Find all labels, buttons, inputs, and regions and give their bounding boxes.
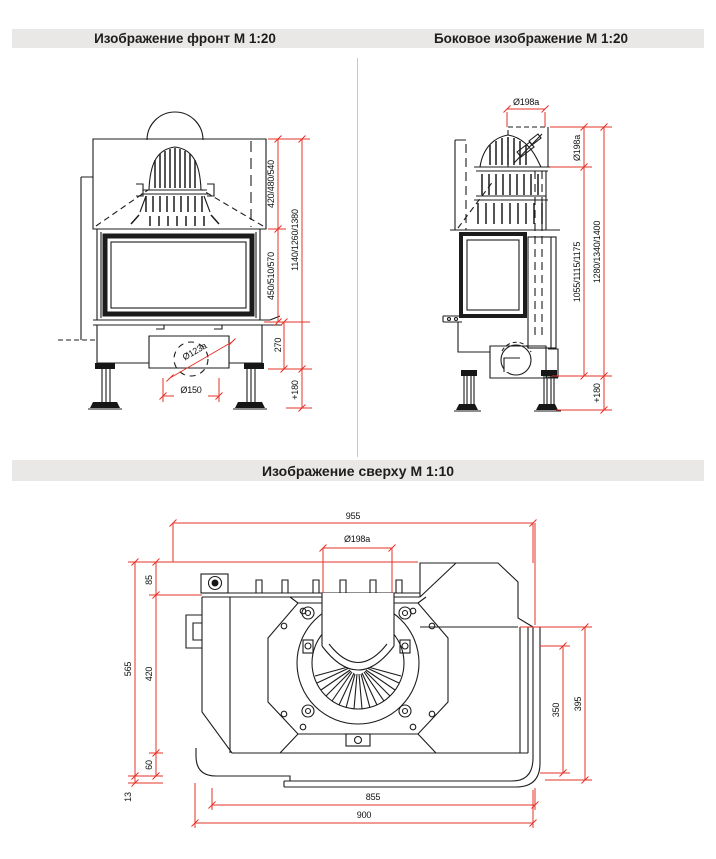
dim-side-legs-height: +180 [592,383,602,403]
clamp-bolt [403,611,408,616]
dim-flue-side: Ø198a [572,134,582,162]
dim-legs-height: +180 [290,380,300,400]
door-glass-frame [105,236,252,314]
adjuster-knob-center [212,580,219,587]
dim-bench-depth: 60 [144,760,154,770]
side-door-frame [461,234,525,316]
back-wall-line [455,140,466,230]
dim-total-height: 1140/1260/1380 [290,209,300,271]
dim-flue-top: Ø198a [512,97,540,107]
left-cladding-line [81,177,93,340]
dim-air-duct: Ø123a [180,340,209,363]
hood-funnel-dashed [96,190,263,226]
top-right-panel [420,563,533,627]
clamp-block-bolt [305,643,311,649]
plate-hole [429,623,435,629]
side-funnel-dashed [458,180,494,228]
side-view-title: Боковое изображение М 1:20 [433,31,629,46]
sill-screw [455,318,458,321]
corner-glass [284,627,540,787]
front-view-drawing [58,112,312,412]
sill-screw [448,318,451,321]
plate-hole [281,711,287,717]
front-tab-hole [355,737,362,744]
dim-glass-length: 350 [551,702,561,718]
front-tab [346,734,370,746]
dim-lip-depth: 13 [123,792,133,802]
clamp-bolt [306,709,311,714]
leg-pads-feet [90,363,265,408]
sunburst-rays [315,667,401,709]
dim-bench-width: 900 [356,810,372,820]
dome-side-ribs [478,137,542,224]
dim-side-length: 395 [573,696,583,712]
clamp-bolt [302,705,314,717]
fan-notch-mask [504,358,520,372]
door-sill [93,316,282,329]
dim-body-depth: 420 [144,666,154,682]
top-view-drawing [123,511,592,828]
fan-arc-dashed [502,342,531,352]
dim-inner-width: 855 [365,792,381,802]
left-bracket [186,615,202,648]
top-edge-fins [256,580,402,593]
plate-hole [410,724,416,730]
plate-hole [300,724,306,730]
plate-hole [429,711,435,717]
dim-overall-depth: 565 [123,661,133,677]
clamp-bolt [302,607,314,619]
dim-top-flue: Ø198a [343,534,371,544]
clamp-bolt [399,705,411,717]
front-view-title: Изображение фронт М 1:20 [94,31,276,46]
dim-side-total-height: 1280/1340/1400 [592,220,602,284]
dim-back-depth: 85 [144,575,154,585]
dim-hood-height: 420/480/540 [266,160,276,208]
clamp-block-bolt [402,643,408,649]
dim-ledge-height: 1055/1115/1175 [572,241,582,303]
clamp-bolt [403,709,408,714]
dim-plinth-height: 270 [273,337,283,353]
top-dimension-lines [128,523,592,828]
dim-floor-duct: Ø150 [180,385,202,395]
dim-overall-width: 955 [345,511,361,521]
plate-hole [281,623,287,629]
dim-firebox-height: 450/510/570 [266,252,276,300]
side-view-drawing [443,97,612,414]
clamp-bolt [306,611,311,616]
chimney-cap-arc [147,112,203,140]
top-view-title: Изображение сверху М 1:10 [261,462,455,479]
dome-skirt-dashes [131,215,219,226]
clamp-bolt [399,607,411,619]
